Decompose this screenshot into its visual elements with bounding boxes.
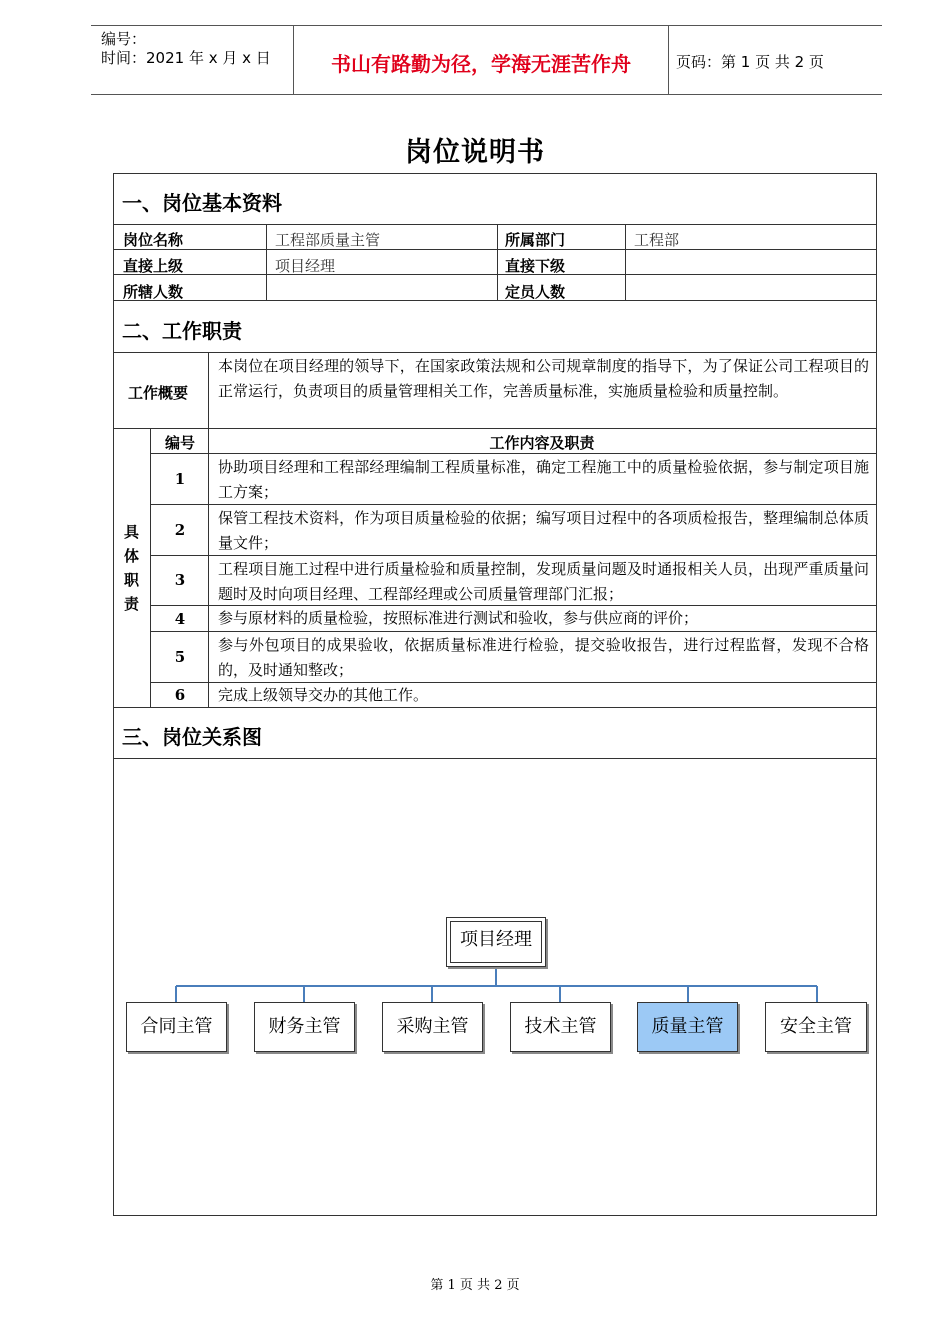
duty-number: 5 [174, 648, 186, 666]
duty-number: 2 [174, 521, 186, 539]
label-department: 所属部门 [505, 231, 566, 249]
job-summary-text: 本岗位在项目经理的领导下，在国家政策法规和公司规章制度的指导下，为了保证公司工程项目的正常运行，负责项目的质量管理相关工作，完善质量标准，实施质量检验和质量控制。 [218, 357, 869, 400]
duty-text: 保管工程技术资料，作为项目质量检验的依据；编写项目过程中的各项质检报告，整理编制总体质量文件； [218, 509, 869, 552]
duty-number: 6 [174, 686, 186, 704]
org-node-contract: 合同主管 [126, 1002, 227, 1052]
header-page-cell [668, 26, 882, 94]
duty-number: 3 [174, 571, 186, 589]
duty-text: 参与原材料的质量检验，按照标准进行测试和验收，参与供应商的评价； [218, 609, 699, 627]
org-node-technology: 技术主管 [510, 1002, 611, 1052]
document-time-label: 时间：2021 年 x 月 x 日 [101, 49, 271, 67]
value-department: 工程部 [634, 231, 680, 249]
label-direct-superior: 直接上级 [123, 257, 184, 275]
page-header [91, 25, 882, 95]
duty-text: 协助项目经理和工程部经理编制工程质量标准，确定工程施工中的质量检验依据，参与制定项目施工方案； [218, 458, 869, 501]
duty-text: 参与外包项目的成果验收，依据质量标准进行检验，提交验收报告，进行过程监督，发现不合格的，及时通知整改； [218, 636, 869, 679]
header-page-label: 页码：第 1 页 共 2 页 [676, 53, 824, 71]
job-description-form [113, 173, 877, 1216]
section2-heading: 二、工作职责 [122, 319, 242, 343]
duty-number: 4 [174, 610, 186, 628]
duties-char-2: 体 [124, 547, 140, 565]
document-title: 岗位说明书 [405, 137, 545, 168]
header-motto-cell [293, 26, 669, 94]
document-number-label: 编号： [101, 30, 147, 48]
label-job-summary: 工作概要 [128, 384, 189, 402]
org-node-project-manager [446, 917, 546, 967]
section3-heading: 三、岗位关系图 [122, 725, 262, 749]
org-chart-connectors [114, 174, 876, 1214]
duties-char-3: 职 [124, 571, 140, 589]
label-headcount: 所辖人数 [123, 283, 184, 301]
label-staffing: 定员人数 [505, 283, 566, 301]
org-node-quality-highlighted: 质量主管 [637, 1002, 738, 1052]
org-node-finance: 财务主管 [254, 1002, 355, 1052]
duty-text: 完成上级领导交办的其他工作。 [218, 686, 429, 704]
col-header-content: 工作内容及职责 [489, 434, 595, 452]
duties-char-1: 具 [124, 523, 140, 541]
label-direct-subordinate: 直接下级 [505, 257, 566, 275]
col-header-number: 编号 [164, 434, 195, 452]
header-meta [91, 26, 293, 94]
section1-heading: 一、岗位基本资料 [122, 191, 282, 215]
org-node-safety: 安全主管 [765, 1002, 867, 1052]
org-node-procurement: 采购主管 [382, 1002, 483, 1052]
header-motto: 书山有路勤为径，学海无涯苦作舟 [331, 52, 631, 76]
duty-text: 工程项目施工过程中进行质量检验和质量控制，发现质量问题及时通报相关人员，出现严重质量问题时及时向项目经理、工程部经理或公司质量管理部门汇报； [218, 560, 869, 603]
value-direct-superior: 项目经理 [275, 257, 336, 275]
label-position-name: 岗位名称 [123, 231, 184, 249]
page-footer: 第 1 页 共 2 页 [430, 1278, 520, 1293]
duty-number: 1 [174, 470, 186, 488]
org-node-label: 项目经理 [460, 929, 532, 950]
duties-char-4: 责 [124, 595, 140, 613]
value-position-name: 工程部质量主管 [275, 231, 381, 249]
